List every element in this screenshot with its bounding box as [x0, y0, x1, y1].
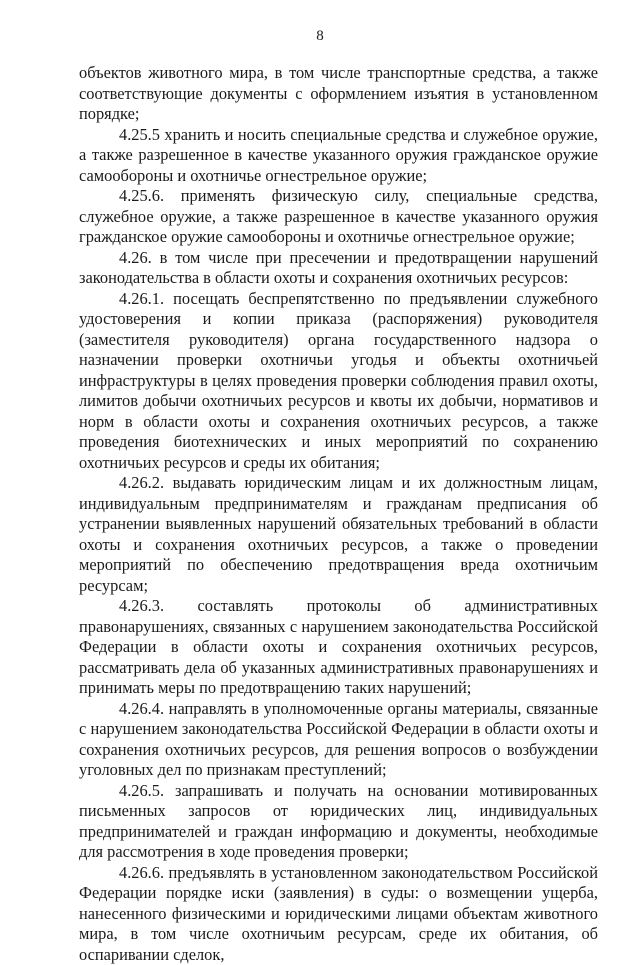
paragraph-4-26: 4.26. в том числе при пресечении и предотвращении нарушений законодательства в области охоты и сохранения охотничьих ресурсов:	[79, 248, 598, 289]
paragraph-4-25-6: 4.25.6. применять физическую силу, специальные средства, служебное оружие, а также разрешенное в качестве указанного оружия гражданское оружие самообороны и охотничье огнестрельное оружие;	[79, 186, 598, 248]
paragraph-4-26-2: 4.26.2. выдавать юридическим лицам и их должностным лицам, индивидуальным предпринимателям и гражданам предписания об устранении выявленных нарушений обязательных требований в области охоты и сохранения охотничьих ресурсов, а также о проведении мероприятий по обеспечению предотвращения вреда охотничьим ресурсам;	[79, 473, 598, 596]
paragraph-continuation: объектов животного мира, в том числе транспортные средства, а также соответствующие документы с оформлением изъятия в установленном порядке;	[79, 63, 598, 125]
paragraph-4-26-1: 4.26.1. посещать беспрепятственно по предъявлении служебного удостоверения и копии приказа (распоряжения) руководителя (заместителя руководителя) органа государственного надзора о назначении проверки охотничьи угодья и объекты охотничьей инфраструктуры в целях проведения проверки соблюдения правил охоты, лимитов добычи охотничьих ресурсов и квоты их добычи, нормативов и норм в области охоты и сохранения охотничьих ресурсов, а также проведения биотехнических и иных мероприятий по сохранению охотничьих ресурсов и среды их обитания;	[79, 289, 598, 474]
paragraph-4-26-5: 4.26.5. запрашивать и получать на основании мотивированных письменных запросов от юридических лиц, индивидуальных предпринимателей и граждан информацию и документы, необходимые для рассмотрения в ходе проведения проверки;	[79, 781, 598, 863]
paragraph-4-25-5: 4.25.5 хранить и носить специальные средства и служебное оружие, а также разрешенное в качестве указанного оружия гражданское оружие самообороны и охотничье огнестрельное оружие;	[79, 125, 598, 187]
paragraph-4-26-3: 4.26.3. составлять протоколы об административных правонарушениях, связанных с нарушением законодательства Российской Федерации в области охоты и сохранения охотничьих ресурсов, рассматривать дела об указанных административных правонарушениях и принимать меры по предотвращению таких нарушений;	[79, 596, 598, 699]
paragraph-4-26-6: 4.26.6. предъявлять в установленном законодательством Российской Федерации порядке иски (заявления) в суды: о возмещении ущерба, нанесенного физическими и юридическими лицами объектам животного мира, в том числе охотничьим ресурсам, среде их обитания, об оспаривании сделок,	[79, 863, 598, 965]
document-body	[79, 63, 598, 965]
page-number: 8	[0, 27, 640, 45]
paragraph-4-26-4: 4.26.4. направлять в уполномоченные органы материалы, связанные с нарушением законодательства Российской Федерации в области охоты и сохранения охотничьих ресурсов, для решения вопросов о возбуждении уголовных дел по признакам преступлений;	[79, 699, 598, 781]
